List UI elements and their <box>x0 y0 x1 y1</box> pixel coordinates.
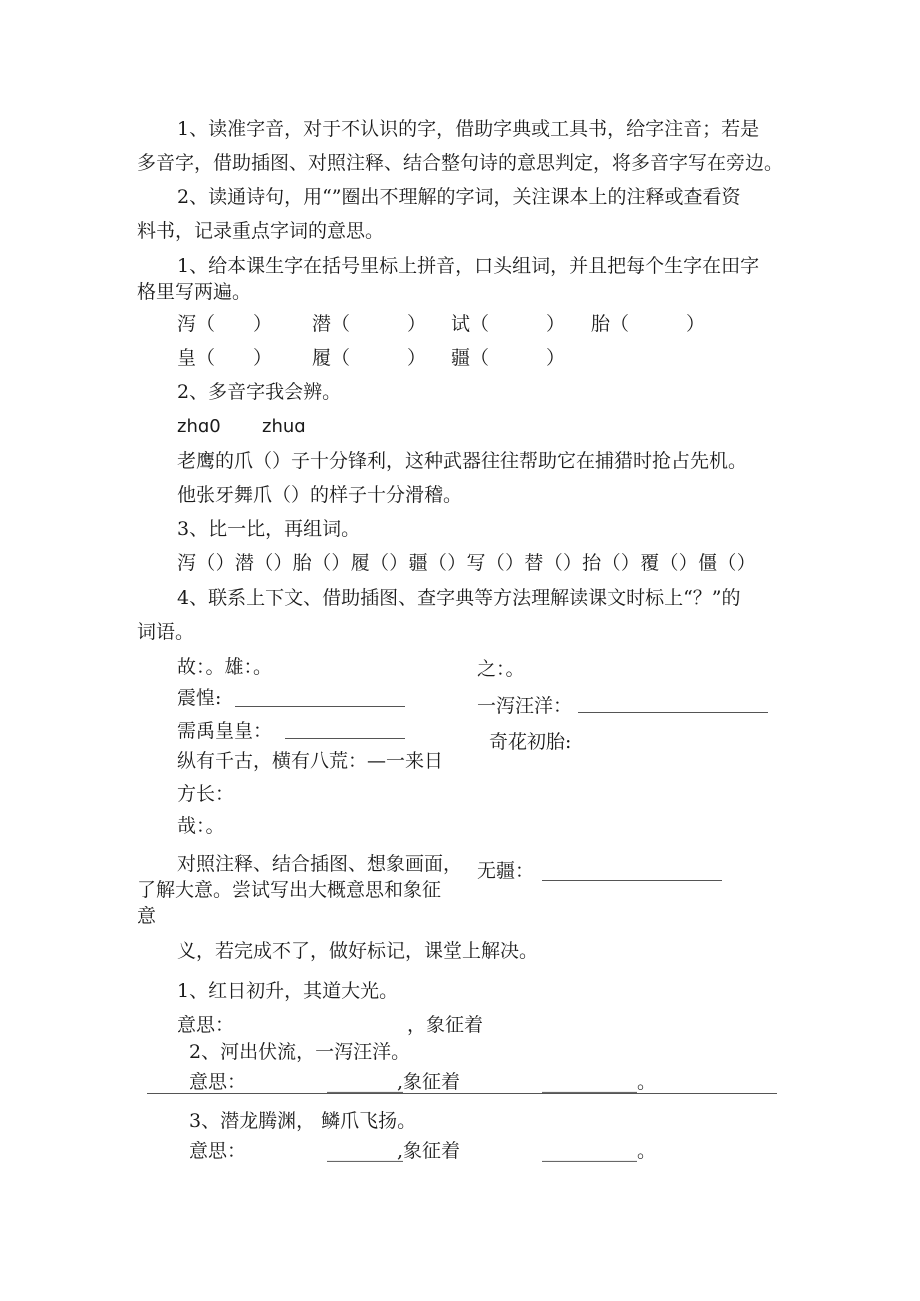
word-qihua: 奇花初胎: <box>489 731 572 753</box>
sentence2-meaning: 意思： <box>189 1071 247 1093</box>
word-zhenhuang: 震惶: <box>177 687 222 709</box>
instr-line3: 意 <box>137 905 157 927</box>
q3-row: 泻（）潜（）胎（）履（）疆（）写（）替（）抬（）覆（）僵（） <box>177 552 757 574</box>
q4-line2: 词语。 <box>137 621 195 643</box>
sentence3-blank[interactable]: ________ <box>327 1140 403 1162</box>
word-gu-xiong: 故：。雄：。 <box>177 656 273 678</box>
blank-xuyu[interactable] <box>285 738 405 739</box>
word-yixie: 一泻汪洋： <box>477 695 573 717</box>
para3-line2: 格里写两遍。 <box>137 281 252 303</box>
char-pinyin-1: 泻（ ） <box>177 313 273 335</box>
blank-yixie[interactable] <box>578 712 768 713</box>
word-zai: 哉：。 <box>177 815 225 837</box>
blank-wujiang[interactable] <box>542 880 722 881</box>
blank-zhenhuang[interactable] <box>235 706 405 707</box>
instr-line4: 义，若完成不了，做好标记，课堂上解决。 <box>177 940 539 962</box>
instr-line1: 对照注释、结合插图、想象画面， <box>177 853 463 875</box>
word-xuyu: 需禹皇皇： <box>177 720 273 742</box>
para1-line2: 多音字，借助插图、对照注释、结合整句诗的意思判定，将多音字写在旁边。 <box>137 152 784 174</box>
instr-line2: 了解大意。尝试写出大概意思和象征 <box>137 879 442 901</box>
q4-line1: 4、联系上下文、借助插图、查字典等方法理解读课文时标上“？”的 <box>177 587 741 609</box>
divider-line <box>147 1093 777 1094</box>
word-wujiang: 无疆： <box>477 860 535 882</box>
sentence2-title: 2、河出伏流，一泻汪洋。 <box>189 1041 411 1063</box>
para2-line2: 料书，记录重点字词的意思。 <box>137 220 385 242</box>
sentence1-symbol: ，象征着 <box>407 1014 484 1036</box>
word-zongyou: 纵有千古，横有八荒：—一来日 <box>177 750 444 772</box>
para1-line1: 1、读准字音，对于不认识的字，借助字典或工具书，给字注音；若是 <box>177 118 760 140</box>
q2-sentence1: 老鹰的爪（）子十分锋利，这种武器往往帮助它在捕猎时抢占先机。 <box>177 450 748 472</box>
char-pinyin-5: 皇（ ） <box>177 347 273 369</box>
q3-title: 3、比一比，再组词。 <box>177 518 361 540</box>
char-pinyin-7: 疆（ ） <box>451 347 566 369</box>
sentence1-meaning: 意思： <box>177 1014 235 1036</box>
sentence2-blank[interactable]: ________ <box>327 1071 403 1093</box>
sentence3-meaning: 意思： <box>189 1140 247 1162</box>
sentence3-title: 3、潜龙腾渊， 鳞爪飞扬。 <box>189 1110 417 1132</box>
char-pinyin-6: 履（ ） <box>312 347 427 369</box>
word-fangchang: 方长： <box>177 783 235 805</box>
sentence3-symbol: ,象征着 <box>397 1140 461 1162</box>
char-pinyin-3: 试（ ） <box>451 313 566 335</box>
sentence2-symbol: ,象征着 <box>397 1071 461 1093</box>
char-pinyin-2: 潜（ ） <box>312 313 427 335</box>
q2-sentence2: 他张牙舞爪（）的样子十分滑稽。 <box>177 484 463 506</box>
pinyin-zhao: zhɑ0 <box>177 416 221 437</box>
sentence2-end[interactable]: __________。 <box>542 1071 657 1093</box>
char-pinyin-4: 胎（ ） <box>591 313 706 335</box>
pinyin-zhua: zhuɑ <box>262 416 306 437</box>
para2-line1: 2、读通诗句，用“”圈出不理解的字词，关注课本上的注释或查看资 <box>177 186 741 208</box>
word-zhi: 之：。 <box>477 658 525 680</box>
sentence3-end[interactable]: __________。 <box>542 1140 657 1162</box>
sentence1-title: 1、红日初升，其道大光。 <box>177 980 399 1002</box>
para3-line1: 1、给本课生字在括号里标上拼音，口头组词，并且把每个生字在田字 <box>177 255 760 277</box>
q2-title: 2、多音字我会辨。 <box>177 381 342 403</box>
